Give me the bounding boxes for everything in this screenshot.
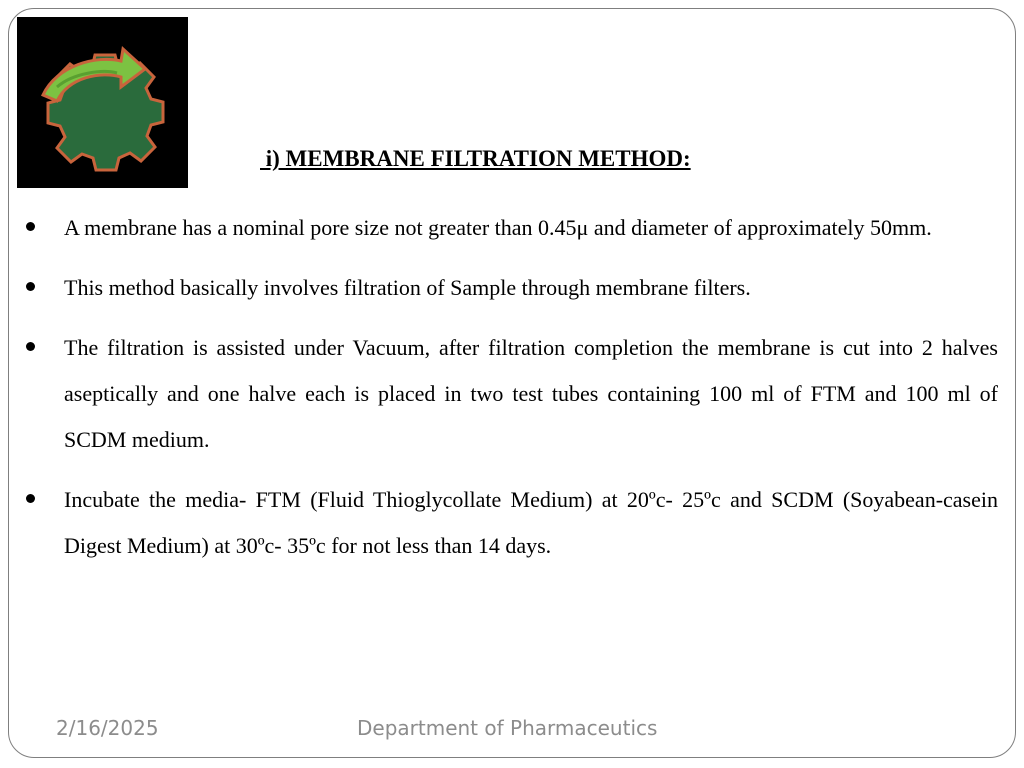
bullet-dot-icon <box>26 494 35 503</box>
bullet-dot-icon <box>26 282 35 291</box>
bullet-list <box>26 205 998 583</box>
slide-title: i) MEMBRANE FILTRATION METHOD: <box>260 146 691 171</box>
gear-arrow-logo-icon <box>17 17 188 188</box>
footer-date: 2/16/2025 <box>56 716 159 740</box>
bullet-dot-icon <box>26 342 35 351</box>
bullet-text: A membrane has a nominal pore size not greater than 0.45μ and diameter of approximately 50mm. <box>64 215 932 240</box>
bullet-item <box>26 325 998 463</box>
bullet-text: This method basically involves filtration of Sample through membrane filters. <box>64 275 751 300</box>
bullet-item <box>26 205 998 251</box>
bullet-text: The filtration is assisted under Vacuum, after filtration completion the membrane is cut into 2 halves aseptically and one halve each is placed in two test tubes containing 100 ml of FTM and 100 ml of SCDM medium. <box>64 335 998 452</box>
bullet-item <box>26 265 998 311</box>
bullet-item <box>26 477 998 569</box>
bullet-dot-icon <box>26 222 35 231</box>
footer-department: Department of Pharmaceutics <box>357 716 658 740</box>
bullet-text: Incubate the media- FTM (Fluid Thioglycollate Medium) at 20ºc- 25ºc and SCDM (Soyabean-casein Digest Medium) at 30ºc- 35ºc for not less than 14 days. <box>64 487 998 558</box>
